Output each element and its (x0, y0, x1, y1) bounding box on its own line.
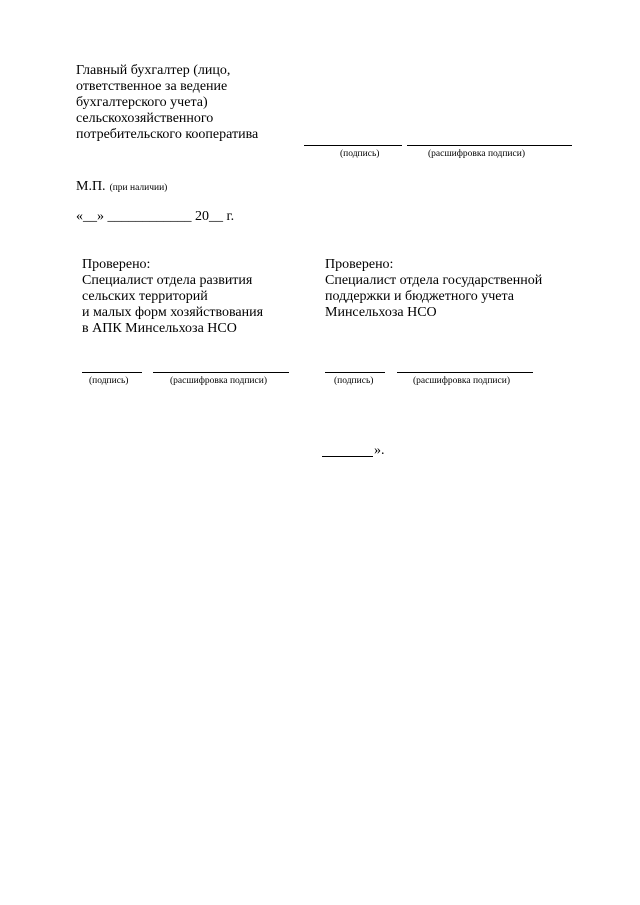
checked-left-decoding-caption: (расшифровка подписи) (170, 376, 267, 386)
checked-right-line: Специалист отдела государственной (325, 273, 543, 288)
checked-left-signature-caption: (подпись) (89, 376, 129, 386)
checked-right-block (325, 257, 542, 321)
checked-left-signature-line (82, 372, 142, 373)
date-line: «__» ____________ 20__ г. (76, 209, 235, 224)
accountant-title-line: сельскохозяйственного (76, 111, 214, 126)
checked-right-line: поддержки и бюджетного учета (325, 289, 514, 304)
checked-right-decoding-caption: (расшифровка подписи) (413, 376, 510, 386)
accountant-title-line: ответственное за ведение (76, 79, 228, 94)
stamp-label: М.П. (76, 179, 106, 194)
checked-left-heading: Проверено: (82, 257, 151, 272)
accountant-decoding-line (407, 145, 572, 146)
checked-left-line: и малых форм хозяйствования (82, 305, 264, 320)
checked-right-signature-line (325, 372, 385, 373)
stamp-place (76, 177, 167, 195)
closing-underline (322, 456, 373, 457)
checked-left-line: сельских территорий (82, 289, 208, 304)
checked-right-signature-caption: (подпись) (334, 376, 374, 386)
checked-left-decoding-line (153, 372, 289, 373)
accountant-signature-caption: (подпись) (340, 149, 380, 159)
accountant-title-line: бухгалтерского учета) (76, 95, 208, 110)
accountant-signature-line (304, 145, 402, 146)
checked-right-line: Минсельхоза НСО (325, 305, 437, 320)
checked-left-block (82, 257, 263, 337)
stamp-note: (при наличии) (109, 183, 168, 193)
checked-left-line: в АПК Минсельхоза НСО (82, 321, 237, 336)
accountant-title (76, 63, 258, 143)
closing-mark: ». (374, 443, 385, 458)
accountant-title-line: Главный бухгалтер (лицо, (76, 63, 231, 78)
checked-right-heading: Проверено: (325, 257, 394, 272)
checked-left-line: Специалист отдела развития (82, 273, 253, 288)
checked-right-decoding-line (397, 372, 533, 373)
accountant-title-line: потребительского кооператива (76, 127, 259, 142)
accountant-decoding-caption: (расшифровка подписи) (428, 149, 525, 159)
